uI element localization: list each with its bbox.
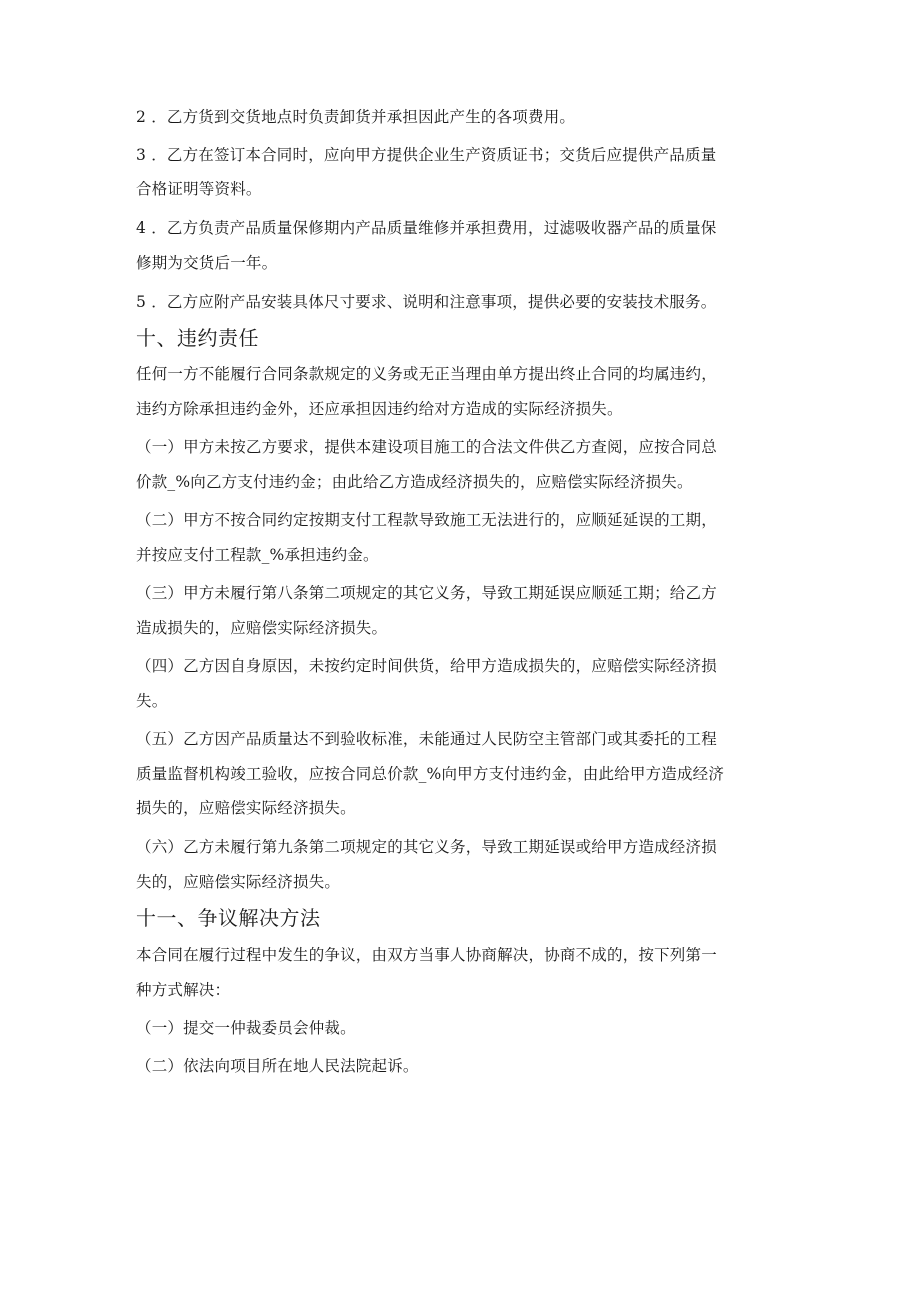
section10-clause4-line1: （四）乙方因自身原因，未按约定时间供货，给甲方造成损失的，应赔偿实际经济损 bbox=[136, 657, 717, 675]
section9-item4-line1: 4 ．乙方负责产品质量保修期内产品质量维修并承担费用，过滤吸收器产品的质量保 bbox=[136, 219, 717, 237]
section10-clause1-line1: （一）甲方未按乙方要求，提供本建设项目施工的合法文件供乙方查阅，应按合同总 bbox=[136, 438, 717, 456]
section10-clause4-line2: 失。 bbox=[136, 692, 168, 710]
section9-item4-line2: 修期为交货后一年。 bbox=[136, 254, 278, 272]
section9-item3-line2: 合格证明等资料。 bbox=[136, 180, 262, 198]
section9-item3-line1: 3 ．乙方在签订本合同时，应向甲方提供企业生产资质证书；交货后应提供产品质量 bbox=[136, 146, 717, 164]
section10-clause5-line1: （五）乙方因产品质量达不到验收标准，未能通过人民防空主管部门或其委托的工程 bbox=[136, 730, 717, 748]
section10-title: 十、违约责任 bbox=[136, 326, 259, 350]
section11-intro-line2: 种方式解决： bbox=[136, 981, 231, 999]
section10-clause3-line1: （三）甲方未履行第八条第二项规定的其它义务，导致工期延误应顺延工期；给乙方 bbox=[136, 584, 717, 602]
section10-clause6-line1: （六）乙方未履行第九条第二项规定的其它义务，导致工期延误或给甲方造成经济损 bbox=[136, 838, 717, 856]
section10-clause2-line2: 并按应支付工程款_%承担违约金。 bbox=[136, 546, 379, 564]
section11-title: 十一、争议解决方法 bbox=[136, 906, 321, 930]
section10-clause5-line2: 质量监督机构竣工验收，应按合同总价款_%向甲方支付违约金，由此给甲方造成经济 bbox=[136, 765, 725, 783]
section10-intro-line2: 违约方除承担违约金外，还应承担因违约给对方造成的实际经济损失。 bbox=[136, 400, 623, 418]
section10-clause1-line2: 价款_%向乙方支付违约金；由此给乙方造成经济损失的，应赔偿实际经济损失。 bbox=[136, 473, 693, 491]
section10-clause6-line2: 失的，应赔偿实际经济损失。 bbox=[136, 873, 341, 891]
section9-item5: 5 ．乙方应附产品安装具体尺寸要求、说明和注意事项，提供必要的安装技术服务。 bbox=[136, 293, 717, 311]
section10-clause3-line2: 造成损失的，应赔偿实际经济损失。 bbox=[136, 619, 388, 637]
section10-clause5-line3: 损失的，应赔偿实际经济损失。 bbox=[136, 799, 356, 817]
section10-clause2-line1: （二）甲方不按合同约定按期支付工程款导致施工无法进行的，应顺延延误的工期， bbox=[136, 511, 717, 529]
section11-intro-line1: 本合同在履行过程中发生的争议，由双方当事人协商解决，协商不成的，按下列第一 bbox=[136, 946, 717, 964]
section11-option2: （二）依法向项目所在地人民法院起诉。 bbox=[136, 1057, 419, 1075]
section10-intro-line1: 任何一方不能履行合同条款规定的义务或无正当理由单方提出终止合同的均属违约， bbox=[136, 365, 717, 383]
section9-item2: 2 ．乙方货到交货地点时负责卸货并承担因此产生的各项费用。 bbox=[136, 108, 576, 126]
section11-option1: （一）提交一仲裁委员会仲裁。 bbox=[136, 1019, 356, 1037]
